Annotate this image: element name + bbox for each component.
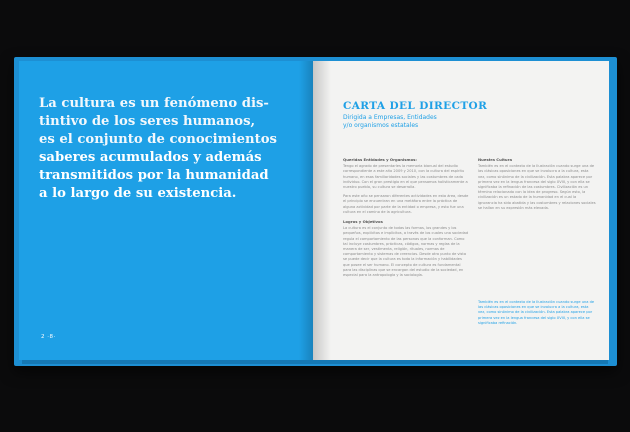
body-paragraph: También es en el contexto de la Ilustración cuando surge una de las clásicas oposiciones en que se involucra a la cultura, esta vez, como sinónimo de la civilización. Esta palabra aparece por primera vez en la lengua francesa del siglo XVIII, y con ella se significaba la refinación de las costumbres. Civilización es un término relacionado con la idea de progreso. Según esto, la civilización es un estado de la humanidad en el cual la ignorancia ha sido abatida y las costumbres y relaciones sociales se hallan en su expresión más elevada. [478, 164, 596, 210]
body-paragraph: Tengo el agrado de presentarles la memoria bianual del estudio correspondiente a este año 2009 y 2010, con la cultura del espíritu humano, en esas familiaridades sociales y las costumbres de cada individuo. Con el gran prestigio en el que pensamos holísticamente a nuestro pueblo, su cultura se desarrolla. [343, 164, 468, 190]
open-book [14, 57, 617, 366]
pull-quote [39, 95, 301, 203]
quote-line: La cultura es un fenómeno dis- [39, 96, 269, 111]
text-column-left [343, 157, 469, 282]
section-heading: Queridas Entidades y Organismos: [343, 157, 417, 162]
section-heading: Nuestra Cultura [478, 157, 513, 162]
text-column-right [478, 157, 596, 215]
quote-line-highlight: saberes acumulados y además [39, 150, 262, 165]
section-heading: Logros y Objetivos [343, 219, 383, 225]
left-page [19, 61, 313, 360]
page-title: CARTA DEL DIRECTOR [343, 100, 488, 112]
highlighted-note [478, 300, 596, 330]
page-number: 2 ·8· [41, 334, 56, 340]
quote-line-highlight: transmitidos por la humanidad [39, 168, 269, 183]
note-paragraph: También es en el contexto de la Ilustración cuando surge una de las clásicas oposiciones en que se involucra a la cultura, esta vez, como sinónimo de la civilización. Esta palabra aparece por primera vez en la lengua francesa del siglo XVIII, y con ella se significaba refinación. [478, 300, 595, 325]
right-page [313, 61, 609, 360]
page-subtitle [343, 114, 437, 129]
subtitle-line: y/o organismos estatales [343, 121, 419, 129]
book-bottom-edge [22, 360, 608, 364]
body-paragraph: La cultura es el conjunto de todas las formas, los grandes y los pequeños, explícitos e implícitos, a través de los cuales una sociedad regula el comportamiento de las personas que la conforman. Como tal incluye costumbres, prácticas, códigos, normas y reglas de la manera de ser, vestimenta, religión, rituales, normas de comportamiento y sistemas de creencias. Desde otro punto de vista se puede decir que la cultura es toda la información y habilidades que posee el ser humano. El concepto de cultura es fundamental para las disciplinas que se encargan del estudio de la sociedad, en especial para la antropología y la sociología. [343, 226, 469, 278]
quote-line-highlight: a lo largo de su existencia. [39, 186, 237, 201]
quote-line: tintivo de los seres humanos, [39, 114, 256, 129]
subtitle-line: Dirigida a Empresas, Entidades [343, 114, 437, 121]
body-paragraph: Para este año se pensaron diferentes actividades en esta área, desde el principio se encuentran en una metáfora entre la práctica de alguna actividad por parte de la entidad o empresa, y esto fue una cultura en el camino de la agricultura. [343, 194, 469, 214]
quote-line: es el conjunto de conocimientos [39, 132, 277, 147]
